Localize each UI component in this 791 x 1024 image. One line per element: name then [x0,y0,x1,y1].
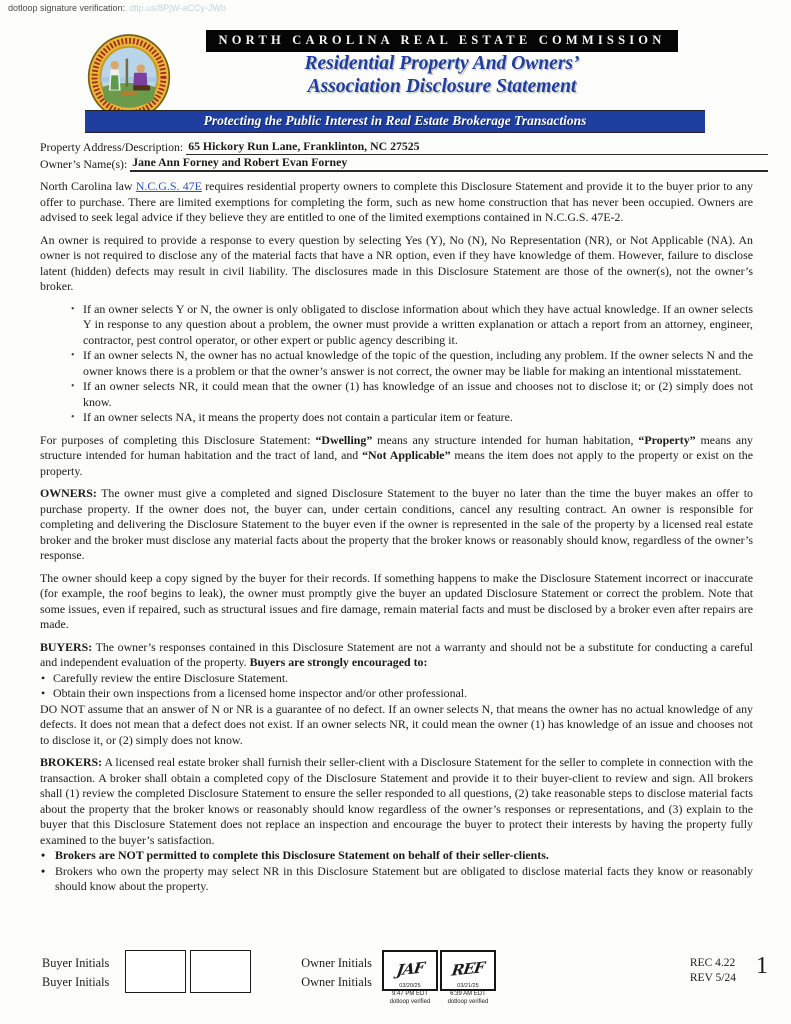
buyers-bullet-2: • Obtain their own inspections from a licensed home inspector and/or other professional. [40,686,753,702]
buyers-text: The owner’s responses contained in this Disclosure Statement are not a warranty and should not be a substitute for conducting a careful and independent evaluation of the property. [40,639,753,669]
buyers-paragraph [40,640,753,671]
list-item: • If an owner selects NA, it means the property does not contain a particular item or feature. [71,410,753,426]
brokers-paragraph [40,755,753,848]
intro-pre: North Carolina law [40,179,136,193]
page-footer [42,950,768,1012]
list-item: • If an owner selects Y or N, the owner is only obligated to disclose information about which they have actual knowledge. If an owner selects Y in response to any question about a problem, the owner must provide a written explanation or attach a report from an attorney, engineer, contractor, pest control operator, or other expert or public agency describing it. [71,302,753,349]
nc-state-seal [87,33,171,121]
owner-names-row [40,155,768,173]
definitions-seg2: means any structure intended for human habitation, [372,432,639,447]
definitions-paragraph [40,433,753,480]
page-number: 1 [756,953,768,979]
signature-stamp-box [382,950,438,991]
commission-banner: NORTH CAROLINA REAL ESTATE COMMISSION [206,30,679,52]
rev-number: REV 5/24 [689,972,736,984]
buyer-initials-box-1[interactable] [125,950,186,993]
tagline-banner: Protecting the Public Interest in Real Estate Brokerage Transactions [85,111,705,132]
owners-paragraph [40,486,753,564]
buyers-bold: Buyers are strongly encouraged to: [249,655,428,669]
verification-label: dotloop signature verification: [8,3,126,13]
signature-initials: JAF [395,958,425,980]
rec-number: REC 4.22 [689,957,736,969]
owner-initials-stamp-2[interactable] [440,950,496,1006]
definitions-seg4: means the item does not apply to the property or exist on the property. [40,448,753,478]
document-header [0,30,791,132]
definitions-term-dwelling: “Dwelling” [315,432,373,447]
owner-initials-label: Owner Initials [301,975,372,989]
brokers-section [40,755,753,895]
buyer-initials-box-2[interactable] [190,950,251,993]
brokers-bullet-bold: • Brokers are NOT permitted to complete this Disclosure Statement on behalf of their seller-clients. [40,848,753,864]
property-address-label: Property Address/Description: [40,139,184,154]
signature-date: 03/20/25 [399,983,421,989]
definitions-term-property: “Property” [638,432,696,447]
property-address-row [40,137,768,155]
signature-time: 6:39 AM EDT [450,991,486,997]
response-options-list [40,302,753,426]
list-item: • If an owner selects N, the owner has no actual knowledge of the topic of the question, including any problem. If the owner selects N and the owner knows there is a problem or that the owner’s answer is not correct, the owner may be liable for making an intentional misstatement. [71,348,753,379]
owner-initials-labels [301,950,372,992]
signature-time: 9:47 PM EDT [391,991,428,997]
buyers-donot-paragraph: DO NOT assume that an answer of N or NR is a guarantee of no defect. If an owner selects N, that means the owner has no actual knowledge of any defects. It does not mean that a defect does not exist. If an owner selects NR, it could mean the owner (1) has knowledge of an issue and chooses not to disclose it, or (2) simply does not know. [40,701,753,747]
definitions-term-not-applicable: “Not Applicable” [362,448,451,462]
signature-stamp-box [440,950,496,991]
buyers-section [40,640,753,749]
brokers-text: A licensed real estate broker shall furnish their seller-client with a Disclosure Statement for the seller to complete in connection with the transaction. A broker shall obtain a completed copy of the Disclosure Statement and provide it to their buyer-client to review and sign. All brokers shall (1) review the completed Disclosure Statement to ensure the seller responded to all questions, (2) take reasonable steps to disclose material facts about the property that the broker knows or reasonably should know regardless of the owner’s responses or representations, and (3) explain to the buyer that this Disclosure Statement does not replace an inspection and encourage the buyer to protect their interests by having the property fully examined to the buyer’s satisfaction. [40,755,753,847]
intro-post: requires residential property owners to complete this Disclosure Statement and provide it to the buyer prior to any offer to purchase. There are limited exemptions for completing the form, such as new home construction that has never been occupied. Owners are advised to seek legal advice if they believe they are entitled to one of the limited exemptions contained in N.C.G.S. 47E-2. [40,179,753,224]
definitions-seg1: For purposes of completing this Disclosure Statement: [40,432,316,447]
signature-initials: REF [450,958,486,980]
brokers-bullet-2: • Brokers who own the property may select NR in this Disclosure Statement but are obligated to disclose material facts they know or reasonably should know about the property. [40,864,753,895]
list-item: • If an owner selects NR, it could mean that the owner (1) has knowledge of an issue and chooses not to disclose it; or (2) simply does not know. [71,379,753,410]
buyer-initials-labels [42,950,109,992]
owner-initials-stamp-1[interactable] [382,950,438,1006]
owners-text: The owner must give a completed and signed Disclosure Statement to the buyer no later than the time the buyer makes an offer to purchase property. If the owner does not, the buyer can, under certain conditions, cancel any resulting contract. An owner is responsible for completing and delivering the Disclosure Statement to the buyer even if the owner is represented in the sale of the property by a licensed real estate broker and the broker must disclose any material facts about the property that the broker knows or reasonably should know, regardless of the owner’s response. [40,486,753,562]
responses-paragraph: An owner is required to provide a response to every question by selecting Yes (Y), No (N), No Representation (NR), or Not Applicable (NA). An owner is not required to disclose any of the material facts that have a NR option, even if they have knowledge of them. However, failure to disclose latent (hidden) defects may result in civil liability. The disclosures made in this Disclosure Statement are those of the owner(s), not the owner’s broker. [40,232,753,293]
owner-initials-label: Owner Initials [301,956,372,970]
owner-names-value[interactable]: Jane Ann Forney and Robert Evan Forney [130,155,768,172]
property-info-rows [40,137,768,172]
owners-copy-paragraph: The owner should keep a copy signed by the buyer for their records. If something happens to make the Disclosure Statement incorrect or inaccurate (for example, the roof begins to leak), the owner must promptly give the buyer an updated Disclosure Statement or correct the problem. Note that some issues, even if repaired, such as structural issues and fire damage, remain material facts and must be disclosed by a broker even after repairs are made. [40,570,753,631]
verification-link[interactable]: dtlp.us/8PjW-aCCy-JWb [129,3,226,13]
property-address-value[interactable]: 65 Hickory Run Lane, Franklinton, NC 27525 [186,139,768,155]
buyer-initials-boxes [125,950,255,993]
signature-date: 03/21/25 [457,983,479,989]
dotloop-verified-label: dotloop verified [447,998,489,1005]
document-title-line2: Association Disclosure Statement [307,76,577,97]
buyers-bullet-1: • Carefully review the entire Disclosure Statement. [40,671,753,687]
intro-paragraph [40,179,753,226]
buyer-initials-label: Buyer Initials [42,956,110,970]
owners-heading: OWNERS: [40,486,97,500]
header-text-block [182,30,702,98]
buyers-heading: BUYERS: [40,639,93,654]
definitions-seg3: means any structure intended for human habitation and the tract of land, and [40,432,754,462]
form-revision-info [690,950,736,986]
statute-link[interactable]: N.C.G.S. 47E [135,179,202,193]
owner-initials-stamps [382,950,498,1006]
owner-names-label: Owner’s Name(s): [40,157,128,171]
brokers-heading: BROKERS: [40,755,103,769]
buyer-initials-label: Buyer Initials [42,975,110,989]
document-body [40,179,753,902]
dotloop-verification-line [8,3,226,13]
document-title-line1: Residential Property And Owners’ [304,53,580,74]
dotloop-verified-label: dotloop verified [389,998,431,1005]
